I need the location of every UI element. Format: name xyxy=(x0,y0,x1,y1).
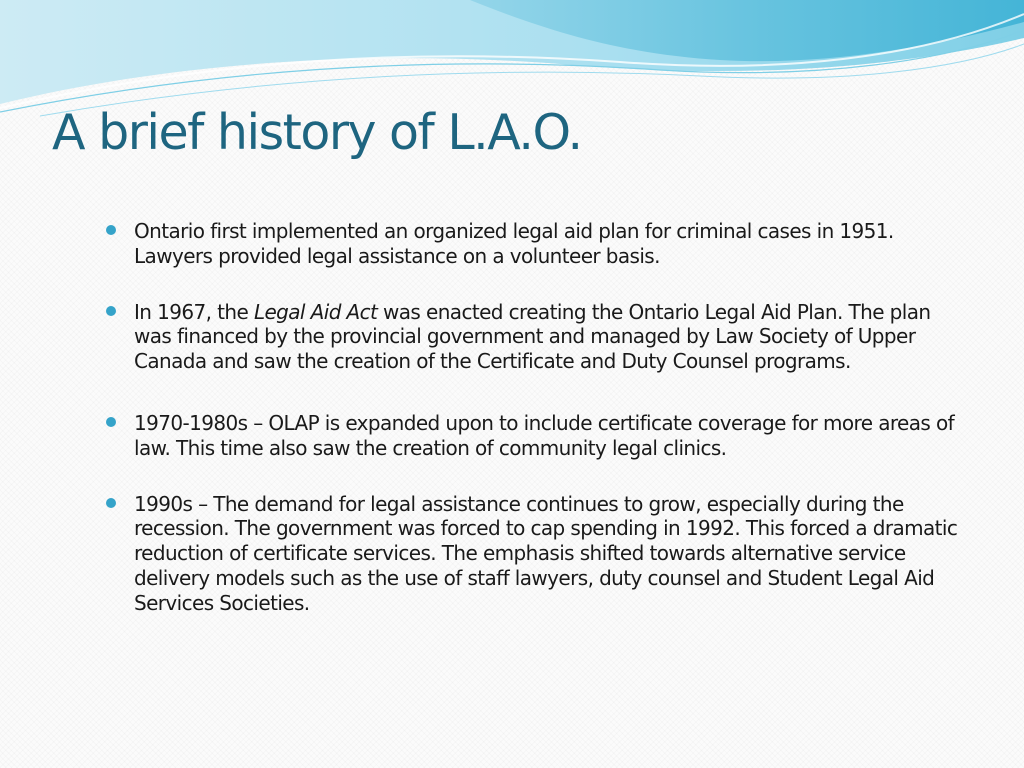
bullet-dot-icon xyxy=(106,417,116,427)
bullet-list xyxy=(106,219,966,616)
bullet-item xyxy=(106,492,966,616)
bullet-text: 1990s – The demand for legal assistance continues to grow, especially during the recession. The government was forced to cap spending in 1992. This forced a dramatic reduction of certificate services. The emphasis shifted towards alternative service delivery models such as the use of staff lawyers, duty counsel and Student Legal Aid Services Societies. xyxy=(134,491,958,615)
bullet-text-after: was enacted creating the Ontario Legal Aid Plan. The plan was financed by the provincial government and managed by Law Society of Upper Canada and saw the creation of the Certificate and Duty Counsel programs. xyxy=(134,299,931,374)
slide-title: A brief history of L.A.O. xyxy=(52,104,582,161)
bullet-dot-icon xyxy=(106,306,116,316)
bullet-text-italic: Legal Aid Act xyxy=(253,299,378,324)
bullet-text xyxy=(134,300,930,374)
bullet-item xyxy=(106,300,966,374)
bullet-dot-icon xyxy=(106,498,116,508)
bullet-item xyxy=(106,219,966,269)
bullet-item xyxy=(106,411,966,461)
bullet-text-before: In 1967, the xyxy=(134,299,254,324)
bullet-text: 1970-1980s – OLAP is expanded upon to include certificate coverage for more areas of law. This time also saw the creation of community legal clinics. xyxy=(134,410,955,460)
bullet-dot-icon xyxy=(106,225,116,235)
bullet-text: Ontario first implemented an organized legal aid plan for criminal cases in 1951. Lawyers provided legal assistance on a volunteer basis. xyxy=(134,219,894,268)
